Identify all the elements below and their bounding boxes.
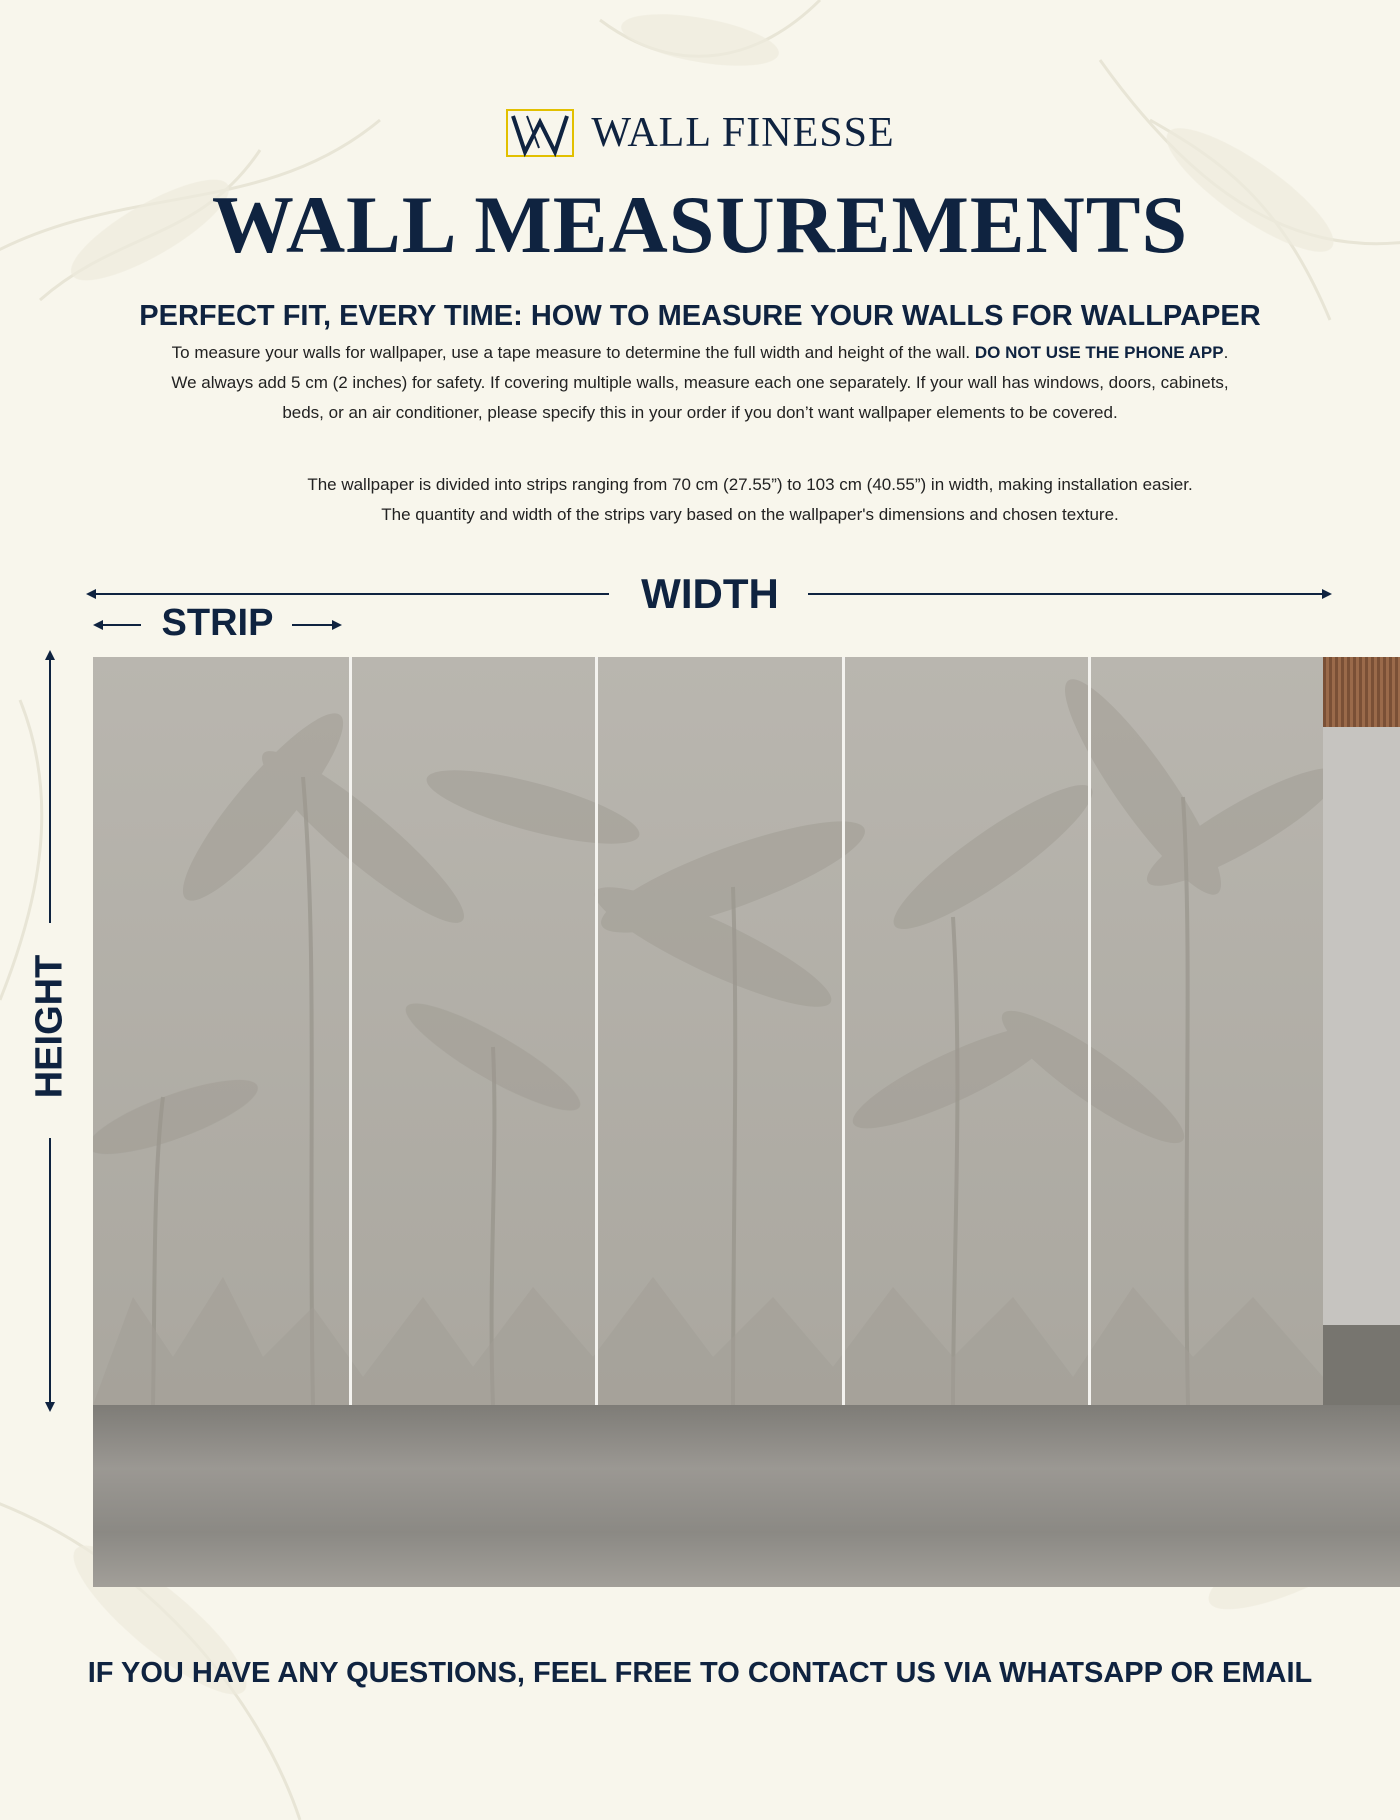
wf-monogram-icon: [505, 108, 575, 158]
tropical-palm-mural: [93, 657, 1323, 1405]
intro-line-1-text: To measure your walls for wallpaper, use a tape measure to determine the full width and height of the wall.: [171, 343, 975, 362]
width-arrow-right-line: [808, 593, 1323, 595]
strips-info-line-2: The quantity and width of the strips vary based on the wallpaper's dimensions and chosen texture.: [381, 505, 1119, 524]
intro-line-1: [70, 338, 1330, 368]
concrete-floor: [93, 1405, 1400, 1587]
side-floor: [1323, 1325, 1400, 1405]
page-title: WALL MEASUREMENTS: [211, 179, 1189, 270]
strips-info-line-1: The wallpaper is divided into strips ranging from 70 cm (27.55”) to 103 cm (40.55”) in width, making installation easier.: [307, 475, 1193, 494]
page-subtitle: PERFECT FIT, EVERY TIME: HOW TO MEASURE YOUR WALLS FOR WALLPAPER: [139, 300, 1261, 332]
side-wall: [1323, 657, 1400, 1325]
strip-arrow-left-line: [101, 624, 141, 626]
strip-seam: [1088, 657, 1091, 1405]
intro-line-2: We always add 5 cm (2 inches) for safety. If covering multiple walls, measure each one separately. If your wall has windows, doors, cabinets,: [171, 373, 1229, 392]
strip-seam: [349, 657, 352, 1405]
width-label: WIDTH: [641, 570, 779, 617]
wall-illustration: [93, 657, 1400, 1587]
strips-info: [200, 470, 1300, 530]
strip-arrow-right-head: [332, 620, 342, 630]
wallpaper-mural: [93, 657, 1323, 1405]
width-arrow-right-head: [1322, 589, 1332, 599]
height-label: HEIGHT: [28, 954, 71, 1099]
brand-logo: [0, 108, 1400, 158]
height-arrow-bottom-line: [49, 1138, 51, 1403]
width-arrow-left-line: [94, 593, 609, 595]
brand-name: WALL FINESSE: [591, 110, 895, 156]
contact-footer: IF YOU HAVE ANY QUESTIONS, FEEL FREE TO CONTACT US VIA WHATSAPP OR EMAIL: [87, 1657, 1313, 1689]
strip-arrow-right-line: [292, 624, 332, 626]
intro-line-1-suffix: .: [1223, 343, 1229, 362]
strip-label: STRIP: [161, 602, 274, 644]
intro-emphasis: DO NOT USE THE PHONE APP: [974, 343, 1224, 362]
height-arrow-bottom-head: [45, 1402, 55, 1412]
intro-paragraph: [70, 338, 1330, 428]
intro-line-3: beds, or an air conditioner, please specify this in your order if you don’t want wallpaper elements to be covered.: [282, 403, 1118, 422]
wood-panel: [1323, 657, 1400, 727]
height-arrow-top-line: [49, 658, 51, 923]
strip-seam: [595, 657, 598, 1405]
strip-seam: [842, 657, 845, 1405]
